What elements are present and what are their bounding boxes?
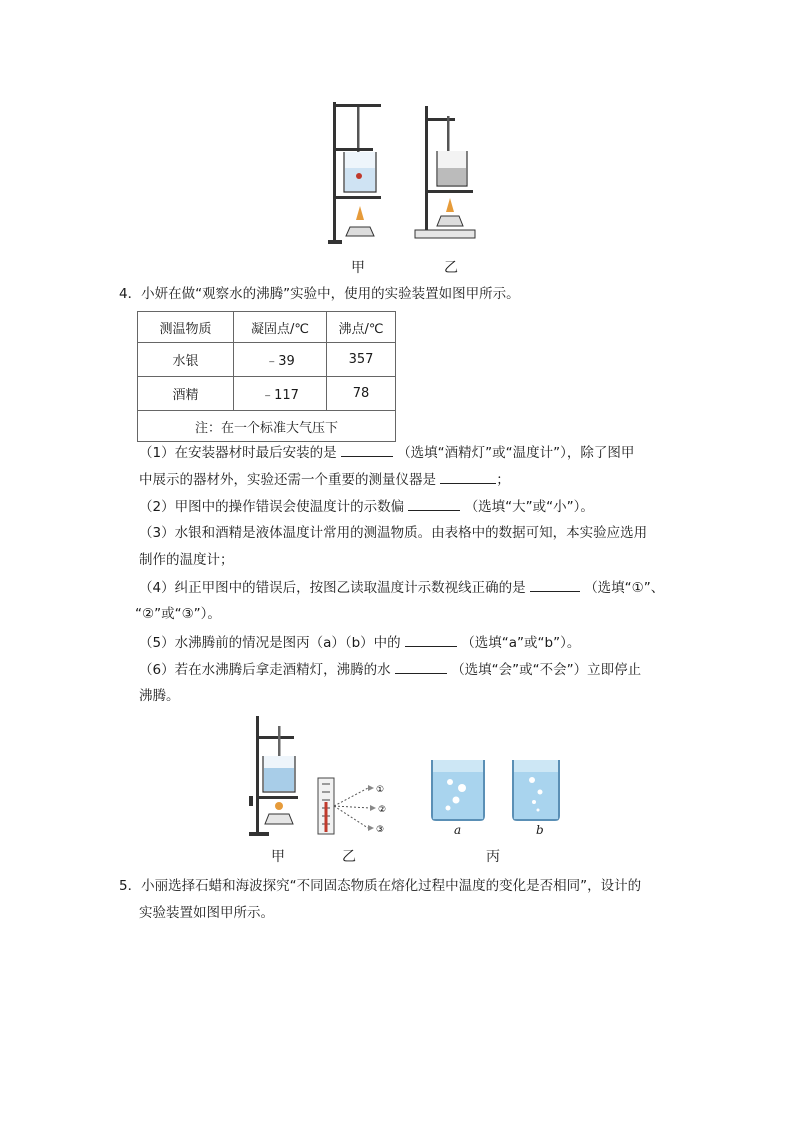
q4-part3-line2: 制作的温度计； xyxy=(139,552,234,568)
q4-part6-line2: 沸腾。 xyxy=(139,688,180,704)
q4-thermometer-sightline-yi-figure xyxy=(318,778,390,838)
table-note: 注：在一个标准大气压下 xyxy=(138,411,396,442)
answer-blank-1[interactable] xyxy=(341,442,393,457)
q4-part6-line1 xyxy=(139,659,641,680)
beaker-b-label: b xyxy=(536,823,544,837)
q4-part3-line1: （3）水银和酒精是液体温度计常用的测温物质。由表格中的数据可知，本实验应选用 xyxy=(139,525,648,541)
q4-part6-text-b: （选填“会”或“不会”）立即停止 xyxy=(451,662,642,678)
beaker-b-figure xyxy=(510,758,562,824)
table-header-boiling: 沸点/℃ xyxy=(327,312,396,343)
table-cell: 水银 xyxy=(138,343,234,377)
top-apparatus-jia-figure xyxy=(328,102,388,252)
sightline-label-1: ① xyxy=(376,785,385,795)
q4-figure-label-yi: 乙 xyxy=(342,849,356,865)
table-cell: ﹣117 xyxy=(234,377,327,411)
q4-apparatus-jia-figure xyxy=(249,716,309,838)
q4-part2 xyxy=(139,496,594,517)
q4-part1-line1 xyxy=(139,442,634,463)
top-figure-label-yi: 乙 xyxy=(444,260,458,276)
q4-figure-label-bing: 丙 xyxy=(486,849,500,865)
q5-line1: 5．小丽选择石蜡和海波探究“不同固态物质在熔化过程中温度的变化是否相同”，设计的 xyxy=(119,878,642,894)
answer-blank-6[interactable] xyxy=(395,659,447,674)
beaker-a-figure xyxy=(428,758,488,824)
q4-part1-text-d: ； xyxy=(496,472,510,488)
q4-part1-text-a: （1）在安装器材时最后安装的是 xyxy=(139,445,337,461)
q5-line2: 实验装置如图甲所示。 xyxy=(139,905,274,921)
q4-part5 xyxy=(139,632,580,653)
table-cell: ﹣39 xyxy=(234,343,327,377)
q4-part5-text-a: （5）水沸腾前的情况是图丙（a）（b）中的 xyxy=(139,635,401,651)
q4-part4-text-b: （选填“①”、 xyxy=(584,580,665,596)
q4-part2-text-b: （选填“大”或“小”）。 xyxy=(464,499,594,515)
answer-blank-2[interactable] xyxy=(440,469,496,484)
table-header-freezing: 凝固点/℃ xyxy=(234,312,327,343)
q4-part1-text-c: 中展示的器材外，实验还需一个重要的测量仪器是 xyxy=(139,472,436,488)
answer-blank-5[interactable] xyxy=(405,632,457,647)
q4-stem: 4．小妍在做“观察水的沸腾”实验中，使用的实验装置如图甲所示。 xyxy=(119,286,520,302)
q4-part2-text-a: （2）甲图中的操作错误会使温度计的示数偏 xyxy=(139,499,405,515)
table-row xyxy=(138,343,396,377)
answer-blank-3[interactable] xyxy=(408,496,460,511)
beaker-a-label: a xyxy=(454,823,462,837)
q4-part1-text-b: （选填“酒精灯”或“温度计”），除了图甲 xyxy=(397,445,635,461)
q4-part4-line1 xyxy=(139,577,664,598)
table-header-substance: 测温物质 xyxy=(138,312,234,343)
melting-boiling-table xyxy=(137,311,396,442)
answer-blank-4[interactable] xyxy=(530,577,580,592)
q4-part1-line2 xyxy=(139,469,510,490)
q4-part4-text-a: （4）纠正甲图中的错误后，按图乙读取温度计示数视线正确的是 xyxy=(139,580,526,596)
table-cell: 357 xyxy=(327,343,396,377)
sightline-label-2: ② xyxy=(378,805,387,815)
q4-part6-text-a: （6）若在水沸腾后拿走酒精灯，沸腾的水 xyxy=(139,662,391,678)
sightline-label-3: ③ xyxy=(376,825,385,835)
q4-part4-line2: “②”或“③”）。 xyxy=(135,606,221,622)
q4-figure-label-jia: 甲 xyxy=(271,849,285,865)
table-row xyxy=(138,377,396,411)
table-cell: 78 xyxy=(327,377,396,411)
top-figure-label-jia: 甲 xyxy=(351,260,365,276)
q4-part5-text-b: （选填“a”或“b”）。 xyxy=(461,635,581,651)
table-cell: 酒精 xyxy=(138,377,234,411)
top-apparatus-yi-figure xyxy=(415,106,475,246)
